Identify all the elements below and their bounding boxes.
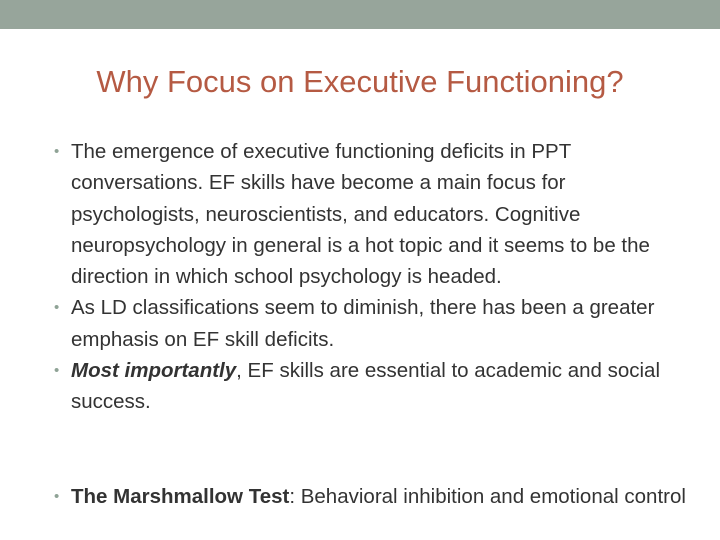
bullet-lead-bold: The Marshmallow Test — [71, 484, 290, 508]
top-accent-bar — [0, 0, 720, 29]
bullet-icon: • — [54, 299, 60, 317]
bullet-list — [54, 136, 688, 512]
bullet-lead-emphasis: Most importantly — [71, 359, 237, 383]
bullet-item — [54, 136, 688, 292]
bullet-icon: • — [54, 362, 60, 380]
bullet-text: : Behavioral inhibition and emotional control — [289, 484, 686, 508]
bullet-item — [54, 292, 688, 355]
bullet-icon: • — [54, 143, 60, 160]
bullet-icon: • — [54, 487, 60, 505]
bullet-text: As LD classifications seem to diminish, there has been a greater emphasis on EF skill deficits. — [71, 296, 655, 351]
slide-title: Why Focus on Executive Functioning? — [96, 64, 624, 99]
bullet-item — [54, 355, 688, 418]
bullet-text: The emergence of executive functioning deficits in PPT conversations. EF skills have become a main focus for psychologists, neuroscientists, and educators. Cognitive neuropsychology in general is a hot topic and it seems to be the direction in which school psychology is headed. — [71, 140, 650, 289]
bullet-item — [54, 481, 688, 512]
bullet-text: , EF skills are essential to academic and social success. — [71, 359, 661, 414]
